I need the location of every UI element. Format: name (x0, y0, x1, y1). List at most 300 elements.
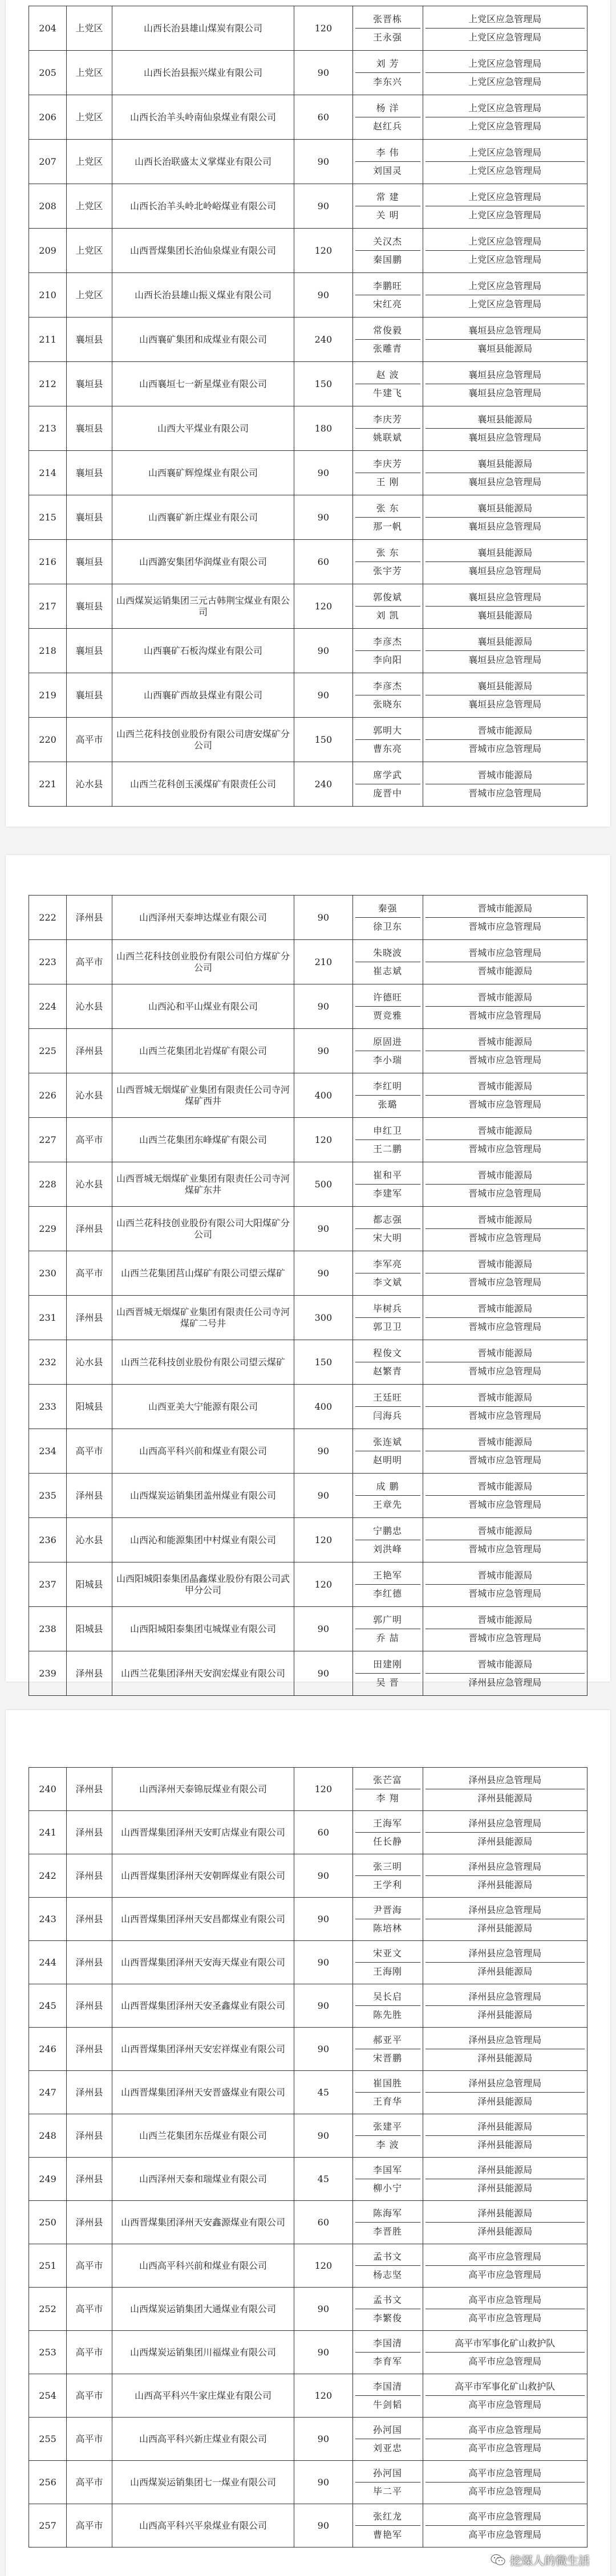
company-name-cell: 山西兰花科技创业股份有限公司望云煤矿 (112, 1340, 294, 1385)
person-name: 毕二平 (373, 2486, 403, 2497)
row-number-cell: 254 (29, 2374, 67, 2418)
responsible-persons-cell (352, 1898, 423, 1941)
responsible-persons-cell (352, 2201, 423, 2244)
mine-table-3 (29, 1767, 587, 2547)
table-row (29, 51, 587, 95)
row-number-cell: 236 (29, 1518, 67, 1562)
row-number-cell: 206 (29, 95, 67, 140)
row-number-cell: 224 (29, 984, 67, 1029)
responsible-persons-cell (352, 184, 423, 229)
capacity-cell: 90 (294, 51, 352, 95)
org-name: 襄垣县能源局 (425, 544, 585, 562)
person-name: 宋亚文 (355, 1944, 420, 1963)
org-name: 高平市应急管理局 (468, 2269, 542, 2280)
county-cell: 高平市 (67, 2288, 112, 2331)
capacity-cell: 90 (294, 1898, 352, 1941)
responsible-orgs-cell (423, 273, 587, 318)
responsible-orgs-cell (423, 318, 587, 362)
person-name: 刘 凯 (376, 610, 399, 621)
table-row (29, 406, 587, 451)
responsible-orgs-cell (423, 2114, 587, 2158)
person-name: 王章先 (373, 1499, 403, 1510)
responsible-persons-cell (352, 1251, 423, 1296)
org-name: 高平市应急管理局 (425, 2464, 585, 2483)
responsible-persons-cell (352, 229, 423, 273)
person-name: 郭明大 (355, 722, 420, 740)
responsible-orgs-cell (423, 2461, 587, 2504)
org-name: 晋城市能源局 (477, 966, 533, 976)
org-name: 晋城市应急管理局 (468, 1410, 542, 1421)
org-name: 襄垣县应急管理局 (468, 565, 542, 576)
person-name: 孙河国 (355, 2421, 420, 2439)
responsible-persons-cell (352, 1296, 423, 1340)
responsible-persons-cell (352, 1562, 423, 1607)
capacity-cell: 90 (294, 1941, 352, 1984)
capacity-cell: 60 (294, 1811, 352, 1854)
capacity-cell: 90 (294, 1429, 352, 1474)
row-number-cell: 229 (29, 1207, 67, 1251)
capacity-cell: 120 (294, 229, 352, 273)
responsible-orgs-cell (423, 1768, 587, 1811)
row-number-cell: 243 (29, 1898, 67, 1941)
company-name-cell: 山西晋煤集团泽州天安晋盛煤业有限公司 (112, 2071, 294, 2114)
county-cell: 襄垣县 (67, 584, 112, 629)
responsible-orgs-cell (423, 2201, 587, 2244)
responsible-persons-cell (352, 362, 423, 406)
person-name: 王育华 (373, 2096, 403, 2107)
row-number-cell: 239 (29, 1651, 67, 1696)
county-cell: 泽州县 (67, 1029, 112, 1073)
org-name: 上党区应急管理局 (468, 121, 542, 132)
responsible-persons-cell (352, 1984, 423, 2028)
person-name: 任长静 (373, 1836, 403, 1847)
capacity-cell: 90 (294, 451, 352, 495)
county-cell: 泽州县 (67, 1768, 112, 1811)
responsible-persons-cell (352, 1073, 423, 1118)
responsible-persons-cell (352, 1768, 423, 1811)
responsible-orgs-cell (423, 2418, 587, 2461)
responsible-persons-cell (352, 1854, 423, 1898)
company-name-cell: 山西亚美大宁能源有限公司 (112, 1385, 294, 1429)
table-row (29, 1207, 587, 1251)
company-name-cell: 山西长治县雄山振义煤业有限公司 (112, 273, 294, 318)
row-number-cell: 210 (29, 273, 67, 318)
responsible-orgs-cell (423, 2028, 587, 2071)
org-name: 襄垣县应急管理局 (425, 366, 585, 384)
responsible-persons-cell (352, 406, 423, 451)
person-name: 张连斌 (355, 1433, 420, 1451)
table-row (29, 984, 587, 1029)
person-name: 李繁俊 (373, 2313, 403, 2323)
responsible-orgs-cell (423, 451, 587, 495)
responsible-orgs-cell (423, 229, 587, 273)
row-number-cell: 235 (29, 1474, 67, 1518)
responsible-persons-cell (352, 2288, 423, 2331)
capacity-cell: 90 (294, 2288, 352, 2331)
responsible-persons-cell (352, 6, 423, 51)
row-number-cell: 205 (29, 51, 67, 95)
person-name: 秦强 (355, 900, 420, 918)
capacity-cell: 90 (294, 2331, 352, 2374)
county-cell: 高平市 (67, 1429, 112, 1474)
person-name: 孟书文 (355, 2248, 420, 2266)
responsible-persons-cell (352, 1029, 423, 1073)
capacity-cell: 500 (294, 1162, 352, 1207)
person-name: 杨志坚 (373, 2269, 403, 2280)
org-name: 泽州县应急管理局 (425, 1771, 585, 1789)
person-name: 李向阳 (373, 654, 403, 665)
row-number-cell: 248 (29, 2114, 67, 2158)
person-name: 原固进 (355, 1033, 420, 1051)
responsible-orgs-cell (423, 540, 587, 584)
responsible-persons-cell (352, 2071, 423, 2114)
county-cell: 襄垣县 (67, 406, 112, 451)
org-name: 泽州县应急管理局 (425, 1988, 585, 2006)
person-name: 李红德 (373, 1588, 403, 1599)
responsible-orgs-cell (423, 1562, 587, 1607)
org-name: 泽州县应急管理局 (425, 1944, 585, 1963)
row-number-cell: 241 (29, 1811, 67, 1854)
table-row (29, 273, 587, 318)
table-row (29, 2418, 587, 2461)
responsible-orgs-cell (423, 1207, 587, 1251)
county-cell: 襄垣县 (67, 540, 112, 584)
capacity-cell: 90 (294, 1474, 352, 1518)
person-name: 姚联斌 (373, 432, 403, 443)
table-row (29, 1429, 587, 1474)
org-name: 襄垣县能源局 (477, 610, 533, 621)
person-name: 闫海兵 (373, 1410, 403, 1421)
responsible-orgs-cell (423, 1518, 587, 1562)
table-row (29, 184, 587, 229)
person-name: 王永强 (373, 32, 403, 43)
responsible-orgs-cell (423, 1607, 587, 1651)
row-number-cell: 218 (29, 629, 67, 673)
org-name: 襄垣县应急管理局 (425, 588, 585, 607)
capacity-cell: 180 (294, 406, 352, 451)
person-name: 郭俊斌 (355, 588, 420, 607)
county-cell: 襄垣县 (67, 495, 112, 540)
org-name: 泽州县应急管理局 (425, 2074, 585, 2093)
person-name: 赵明明 (373, 1455, 403, 1466)
person-name: 宋大明 (373, 1232, 403, 1243)
person-name: 张 东 (355, 544, 420, 562)
person-name: 宁鹏忠 (355, 1522, 420, 1540)
county-cell: 高平市 (67, 718, 112, 762)
org-name: 晋城市能源局 (425, 1389, 585, 1407)
person-name: 王海军 (355, 1814, 420, 1833)
table-row (29, 1898, 587, 1941)
responsible-orgs-cell (423, 1340, 587, 1385)
table-row (29, 1941, 587, 1984)
responsible-orgs-cell (423, 584, 587, 629)
person-name: 赵 波 (355, 366, 420, 384)
responsible-orgs-cell (423, 1898, 587, 1941)
capacity-cell: 90 (294, 2114, 352, 2158)
org-name: 高平市应急管理局 (468, 2529, 542, 2540)
company-name-cell: 山西晋城无烟煤矿业集团有限责任公司寺河煤矿东井 (112, 1162, 294, 1207)
responsible-persons-cell (352, 95, 423, 140)
responsible-orgs-cell (423, 1073, 587, 1118)
responsible-orgs-cell (423, 1029, 587, 1073)
org-name: 襄垣县能源局 (425, 410, 585, 429)
responsible-orgs-cell (423, 2374, 587, 2418)
person-name: 李小瑞 (373, 1055, 403, 1065)
company-name-cell: 山西潞安集团华润煤业有限公司 (112, 540, 294, 584)
county-cell: 高平市 (67, 2244, 112, 2288)
responsible-orgs-cell (423, 6, 587, 51)
person-name: 柳小宁 (373, 2183, 403, 2194)
table-row (29, 2331, 587, 2374)
org-name: 晋城市能源局 (425, 988, 585, 1007)
person-name: 李文斌 (373, 1277, 403, 1288)
table-row (29, 1340, 587, 1385)
row-number-cell: 233 (29, 1385, 67, 1429)
document-page-2 (6, 855, 610, 1688)
responsible-orgs-cell (423, 1811, 587, 1854)
row-number-cell: 253 (29, 2331, 67, 2374)
company-name-cell: 山西长治县雄山煤炭有限公司 (112, 6, 294, 51)
person-name: 陈海军 (355, 2204, 420, 2223)
responsible-persons-cell (352, 1385, 423, 1429)
row-number-cell: 214 (29, 451, 67, 495)
org-name: 高平市军事化矿山救护队 (425, 2378, 585, 2396)
document-page-1 (6, 0, 610, 827)
company-name-cell: 山西煤炭运销集团盖州煤业有限公司 (112, 1474, 294, 1518)
responsible-orgs-cell (423, 51, 587, 95)
company-name-cell: 山西晋煤集团泽州天安圣鑫煤业有限公司 (112, 1984, 294, 2028)
org-name: 泽州县应急管理局 (425, 2031, 585, 2049)
table-row (29, 1607, 587, 1651)
org-name: 晋城市能源局 (425, 1522, 585, 1540)
company-name-cell: 山西晋城无烟煤矿业集团有限责任公司寺河煤矿西井 (112, 1073, 294, 1118)
responsible-orgs-cell (423, 1385, 587, 1429)
company-name-cell: 山西襄矿集团和成煤业有限公司 (112, 318, 294, 362)
responsible-persons-cell (352, 1474, 423, 1518)
company-name-cell: 山西晋城无烟煤矿业集团有限责任公司寺河煤矿二号井 (112, 1296, 294, 1340)
person-name: 张红龙 (355, 2508, 420, 2526)
org-name: 晋城市应急管理局 (468, 788, 542, 799)
county-cell: 阳城县 (67, 1562, 112, 1607)
responsible-persons-cell (352, 2461, 423, 2504)
company-name-cell: 山西兰花集团莒山煤矿有限公司望云煤矿 (112, 1251, 294, 1296)
row-number-cell: 225 (29, 1029, 67, 1073)
row-number-cell: 209 (29, 229, 67, 273)
person-name: 张璐 (378, 1099, 398, 1110)
org-name: 高平市应急管理局 (425, 2421, 585, 2439)
row-number-cell: 242 (29, 1854, 67, 1898)
county-cell: 上党区 (67, 184, 112, 229)
company-name-cell: 山西大平煤业有限公司 (112, 406, 294, 451)
org-name: 泽州县应急管理局 (425, 1858, 585, 1876)
org-name: 泽州县能源局 (425, 2161, 585, 2179)
company-name-cell: 山西兰花集团东岳煤业有限公司 (112, 2114, 294, 2158)
capacity-cell: 90 (294, 2504, 352, 2547)
row-number-cell: 238 (29, 1607, 67, 1651)
county-cell: 沁水县 (67, 1073, 112, 1118)
capacity-cell: 150 (294, 1340, 352, 1385)
table-row (29, 140, 587, 184)
org-name: 高平市应急管理局 (468, 2443, 542, 2453)
row-number-cell: 244 (29, 1941, 67, 1984)
person-name: 刘亚忠 (373, 2443, 403, 2453)
person-name: 李国军 (355, 2161, 420, 2179)
responsible-persons-cell (352, 584, 423, 629)
county-cell: 高平市 (67, 2374, 112, 2418)
person-name: 张晋栋 (355, 10, 420, 29)
table-row (29, 2461, 587, 2504)
responsible-persons-cell (352, 2028, 423, 2071)
table-row (29, 2244, 587, 2288)
org-name: 晋城市能源局 (425, 1211, 585, 1229)
person-name: 吴长启 (355, 1988, 420, 2006)
org-name: 晋城市应急管理局 (468, 921, 542, 932)
watermark (491, 2551, 590, 2568)
county-cell: 沁水县 (67, 1340, 112, 1385)
table-row (29, 718, 587, 762)
responsible-persons-cell (352, 1607, 423, 1651)
responsible-orgs-cell (423, 1651, 587, 1696)
table-row (29, 1854, 587, 1898)
person-name: 王 刚 (376, 477, 399, 487)
person-name: 尹晋海 (355, 1901, 420, 1919)
company-name-cell: 山西兰花集团北岩煤矿有限公司 (112, 1029, 294, 1073)
org-name: 泽州县能源局 (425, 2204, 585, 2223)
capacity-cell: 90 (294, 1607, 352, 1651)
org-name: 泽州县能源局 (477, 2139, 533, 2150)
company-name-cell: 山西长治联盛太义掌煤业有限公司 (112, 140, 294, 184)
company-name-cell: 山西泽州天泰和瑞煤业有限公司 (112, 2158, 294, 2201)
capacity-cell: 60 (294, 540, 352, 584)
org-name: 晋城市能源局 (425, 900, 585, 918)
company-name-cell: 山西长治羊头岭北岭峪煤业有限公司 (112, 184, 294, 229)
company-name-cell: 山西兰花科技创业股份有限公司唐安煤矿分公司 (112, 718, 294, 762)
person-name: 孙河国 (355, 2464, 420, 2483)
capacity-cell: 120 (294, 1562, 352, 1607)
responsible-orgs-cell (423, 2504, 587, 2547)
person-name: 吴 晋 (376, 1677, 399, 1688)
org-name: 晋城市应急管理局 (468, 1455, 542, 1466)
county-cell: 襄垣县 (67, 451, 112, 495)
person-name: 毕树兵 (355, 1300, 420, 1318)
company-name-cell: 山西高平科兴平泉煤业有限公司 (112, 2504, 294, 2547)
company-name-cell: 山西长治县振兴煤业有限公司 (112, 51, 294, 95)
org-name: 高平市应急管理局 (468, 2486, 542, 2497)
person-name: 郭广明 (355, 1611, 420, 1629)
org-name: 晋城市能源局 (425, 1122, 585, 1140)
person-name: 李国清 (355, 2334, 420, 2353)
table-row (29, 1029, 587, 1073)
row-number-cell: 250 (29, 2201, 67, 2244)
responsible-persons-cell (352, 1118, 423, 1162)
row-number-cell: 219 (29, 673, 67, 718)
county-cell: 泽州县 (67, 1651, 112, 1696)
capacity-cell: 300 (294, 1296, 352, 1340)
org-name: 上党区应急管理局 (468, 254, 542, 265)
person-name: 李国清 (355, 2378, 420, 2396)
table-row (29, 1296, 587, 1340)
table-row (29, 2201, 587, 2244)
person-name: 张晓东 (373, 699, 403, 710)
table-row (29, 940, 587, 984)
company-name-cell: 山西沁和能源集团中村煤业有限公司 (112, 1518, 294, 1562)
responsible-orgs-cell (423, 1296, 587, 1340)
org-name: 晋城市应急管理局 (468, 1143, 542, 1154)
table-row (29, 673, 587, 718)
org-name: 襄垣县应急管理局 (468, 432, 542, 443)
capacity-cell: 90 (294, 184, 352, 229)
county-cell: 高平市 (67, 2331, 112, 2374)
responsible-orgs-cell (423, 1429, 587, 1474)
responsible-persons-cell (352, 629, 423, 673)
company-name-cell: 山西高平科兴前和煤业有限公司 (112, 2244, 294, 2288)
person-name: 陈培林 (373, 1923, 403, 1934)
responsible-persons-cell (352, 896, 423, 940)
company-name-cell: 山西泽州天泰坤达煤业有限公司 (112, 896, 294, 940)
capacity-cell: 45 (294, 2158, 352, 2201)
person-name: 关 明 (376, 210, 399, 221)
org-name: 晋城市能源局 (425, 1611, 585, 1629)
county-cell: 阳城县 (67, 1385, 112, 1429)
responsible-orgs-cell (423, 718, 587, 762)
county-cell: 上党区 (67, 95, 112, 140)
responsible-orgs-cell (423, 2331, 587, 2374)
company-name-cell: 山西阳城阳泰集团晶鑫煤业股份有限公司武甲分公司 (112, 1562, 294, 1607)
person-name: 崔国胜 (355, 2074, 420, 2093)
capacity-cell: 120 (294, 6, 352, 51)
capacity-cell: 120 (294, 2374, 352, 2418)
person-name: 许德旺 (355, 988, 420, 1007)
capacity-cell: 150 (294, 362, 352, 406)
table-row (29, 1768, 587, 1811)
company-name-cell: 山西晋煤集团泽州天安宏祥煤业有限公司 (112, 2028, 294, 2071)
document-page-3 (6, 1710, 610, 2576)
responsible-persons-cell (352, 318, 423, 362)
responsible-orgs-cell (423, 1474, 587, 1518)
responsible-orgs-cell (423, 495, 587, 540)
person-name: 成 鹏 (355, 1478, 420, 1496)
row-number-cell: 257 (29, 2504, 67, 2547)
table-row (29, 2288, 587, 2331)
responsible-persons-cell (352, 940, 423, 984)
org-name: 晋城市能源局 (425, 1033, 585, 1051)
county-cell: 沁水县 (67, 762, 112, 807)
org-name: 泽州县能源局 (477, 1793, 533, 1804)
row-number-cell: 237 (29, 1562, 67, 1607)
row-number-cell: 246 (29, 2028, 67, 2071)
responsible-persons-cell (352, 51, 423, 95)
responsible-persons-cell (352, 762, 423, 807)
responsible-persons-cell (352, 984, 423, 1029)
org-name: 高平市应急管理局 (425, 2508, 585, 2526)
person-name: 庞晋中 (373, 788, 403, 799)
responsible-orgs-cell (423, 984, 587, 1029)
county-cell: 泽州县 (67, 1811, 112, 1854)
org-name: 上党区应急管理局 (425, 188, 585, 206)
org-name: 上党区应急管理局 (425, 55, 585, 73)
org-name: 泽州县能源局 (477, 1966, 533, 1977)
row-number-cell: 213 (29, 406, 67, 451)
person-name: 关汉杰 (355, 233, 420, 251)
org-name: 晋城市能源局 (425, 1655, 585, 1674)
table-row (29, 229, 587, 273)
table-row (29, 318, 587, 362)
org-name: 泽州县能源局 (477, 1879, 533, 1890)
org-name: 泽州县应急管理局 (425, 1901, 585, 1919)
responsible-orgs-cell (423, 362, 587, 406)
person-name: 崔志斌 (373, 966, 403, 976)
responsible-persons-cell (352, 140, 423, 184)
